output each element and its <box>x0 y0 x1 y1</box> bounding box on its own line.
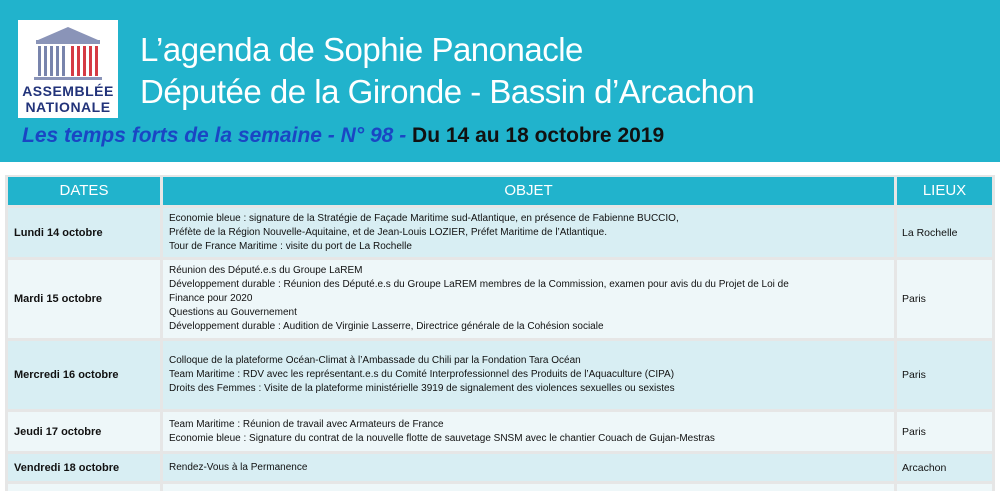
column-header-dates: DATES <box>8 177 160 205</box>
table-row <box>5 341 995 409</box>
objet-line: Tour de France Maritime : visite du port de La Rochelle <box>169 240 412 252</box>
row-date: Jeudi 17 octobre <box>14 425 102 438</box>
table-row <box>5 412 995 451</box>
objet-line: Rendez-Vous à la Permanence <box>169 461 308 473</box>
objet-line: Développement durable : Réunion des Député.e.s du Groupe LaREM membres de la Commission, examen pour avis du du Projet de Loi de <box>169 279 789 290</box>
objet-line: Droits des Femmes : Visite de la plateforme ministérielle 3919 de signalement des violences sexuelles ou sexistes <box>169 383 675 394</box>
row-objet <box>169 212 679 254</box>
objet-line: Développement durable : Audition de Virginie Lasserre, Directrice générale de la Cohésion sociale <box>169 321 604 332</box>
column-header-objet: OBJET <box>163 177 894 205</box>
row-lieu: La Rochelle <box>902 226 958 239</box>
objet-line: Réunion des Député.e.s du Groupe LaREM <box>169 265 363 276</box>
row-lieu: Arcachon <box>902 461 947 474</box>
objet-line: Préfète de la Région Nouvelle-Aquitaine, et de Jean-Louis LOZIER, Préfet Maritime de l’Atlantique. <box>169 226 608 238</box>
agenda-table <box>5 175 995 491</box>
row-lieu: Paris <box>902 425 926 438</box>
row-objet <box>169 354 675 396</box>
table-row-partial <box>5 484 995 491</box>
row-objet <box>169 264 789 334</box>
page-subtitle: Députée de la Gironde - Bassin d’Arcachon <box>140 73 755 110</box>
row-date: Mercredi 16 octobre <box>14 369 119 381</box>
table-header-row <box>5 177 995 205</box>
objet-line: Economie bleue : signature de la Stratégie de Façade Maritime sud-Atlantique, en présence de Fabienne BUCCIO, <box>169 212 679 224</box>
objet-line: Questions au Gouvernement <box>169 307 297 318</box>
objet-line: Team Maritime : RDV avec les représentant.e.s du Comité Interprofessionnel des Produits de l’Aquaculture (CIPA) <box>169 369 675 380</box>
objet-line: Finance pour 2020 <box>169 293 253 304</box>
row-lieu: Paris <box>902 293 926 305</box>
week-banner <box>22 124 664 148</box>
table-row <box>5 208 995 257</box>
page-title: L’agenda de Sophie Panonacle <box>140 31 583 68</box>
logo-text-line1: ASSEMBLÉE <box>22 83 114 99</box>
week-date-range: Du 14 au 18 octobre 2019 <box>412 124 665 147</box>
table-row <box>5 260 995 338</box>
week-banner-text: Les temps forts de la semaine - N° 98 - <box>22 124 407 147</box>
objet-line: Economie bleue : Signature du contrat de la nouvelle flotte de sauvetage SNSM avec le chantier Couach de Gujan-Mestras <box>169 432 715 444</box>
row-lieu: Paris <box>902 369 926 381</box>
row-date: Lundi 14 octobre <box>14 226 103 239</box>
table-row <box>5 454 995 481</box>
objet-line: Team Maritime : Réunion de travail avec Armateurs de France <box>169 418 444 430</box>
row-objet <box>169 461 307 475</box>
assembly-building-icon <box>24 24 112 84</box>
assemblee-nationale-logo <box>18 20 118 118</box>
logo-text-line2: NATIONALE <box>25 99 111 115</box>
row-objet <box>169 418 715 446</box>
row-date: Mardi 15 octobre <box>14 293 103 305</box>
row-date: Vendredi 18 octobre <box>14 461 120 474</box>
column-header-lieux: LIEUX <box>897 177 992 205</box>
objet-line: Colloque de la plateforme Océan-Climat à l’Ambassade du Chili par la Fondation Tara Océan <box>169 355 581 366</box>
